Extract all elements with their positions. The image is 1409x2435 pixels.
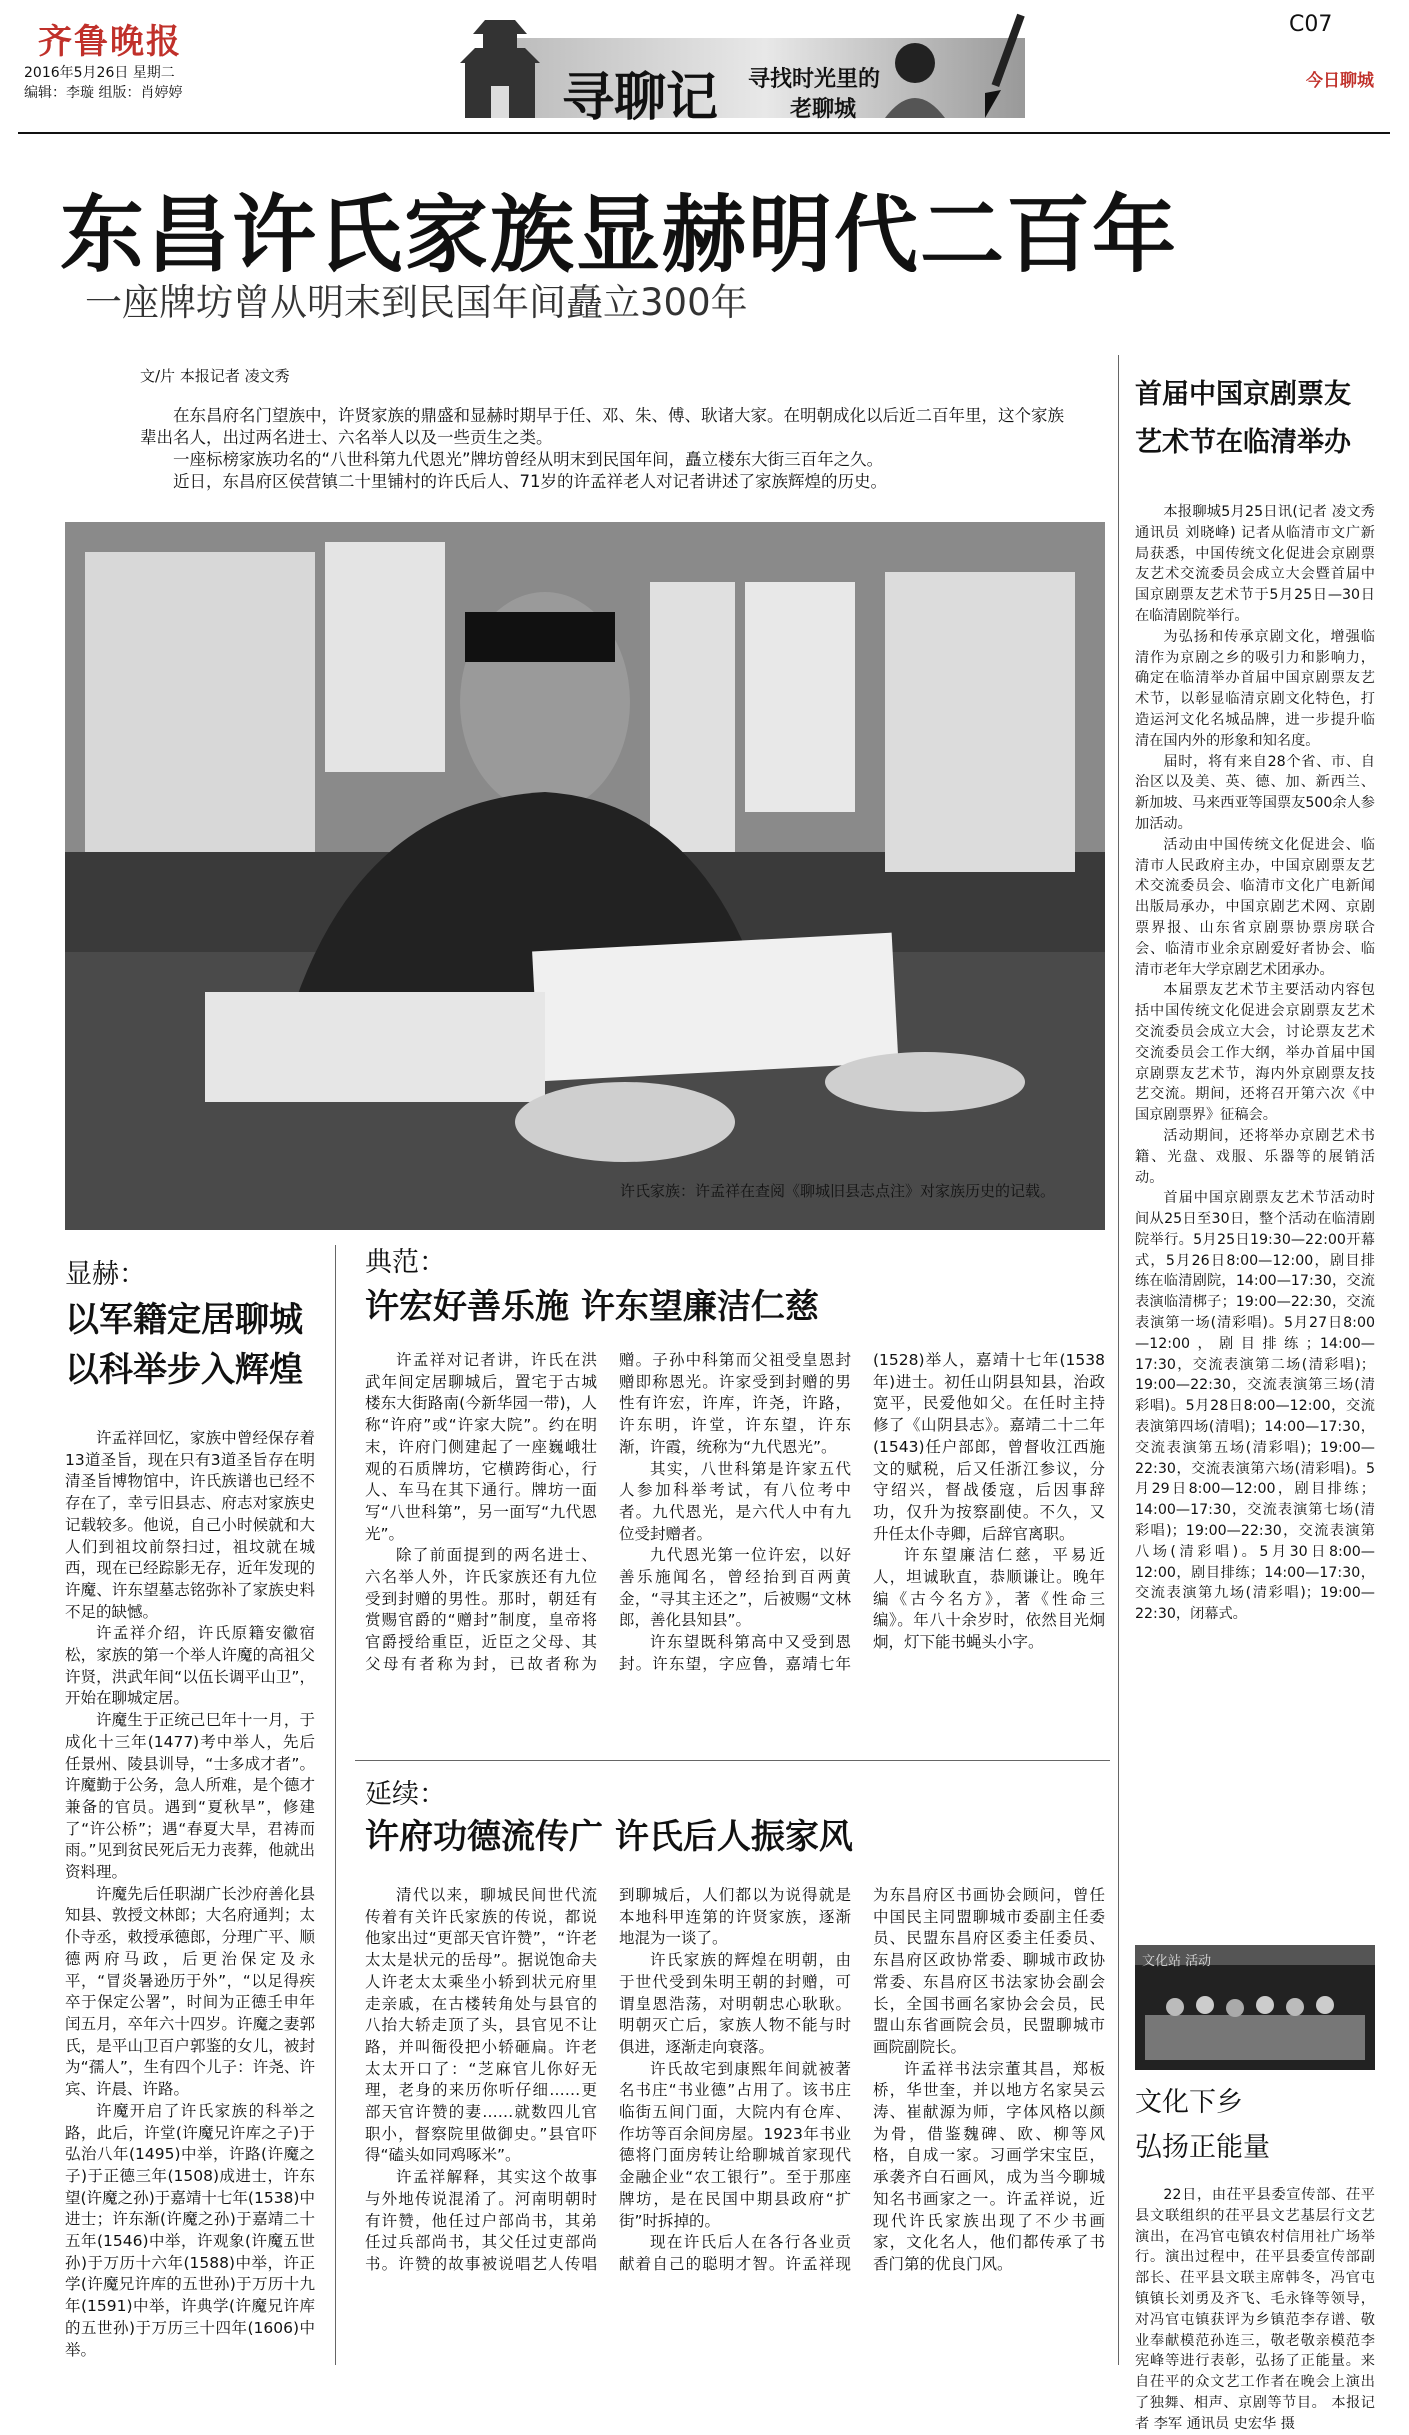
body-paragraph: 活动期间，还将举办京剧艺术书籍、光盘、戏服、乐器等的展销活动。 — [1135, 1127, 1375, 1186]
body-paragraph: 许魔开启了许氏家族的科举之路，此后，许堂(许魔兄许库之子)于弘治八年(1495)中举，许路(许魔之子)于正德三年(1508)成进士，许东望(许魔之孙)于嘉靖十七年(1538)中进士；许东渐(许魔之孙)于嘉靖二十五年(1546)中举，许观象(许魔五世孙)于万历十六年(1588)中举，许正学(许魔兄许库的五世孙)于万历十九年(1591)中举，许典学(许魔兄许库的五世孙)于万历三十四年(1606)中举。 — [65, 2101, 315, 2359]
stage-banner-text: 文化站 活动 — [1142, 1954, 1212, 1969]
newspaper-logo: 齐鲁晚报 — [38, 22, 182, 62]
sidebar-body — [1135, 502, 1375, 1927]
body-paragraph: 届时，将有来自28个省、市、自治区以及美、英、德、加、新西兰、新加坡、马来西亚等国票友500余人参加活动。 — [1135, 753, 1375, 832]
body-paragraph: 活动由中国传统文化促进会、临清市人民政府主办，中国京剧票友艺术交流委员会、临清市文化广电新闻出版局承办，中国京剧艺术网、京剧票界报、山东省京剧票协票房联合会、临清市业余京剧爱好者协会、临清市老年大学京剧艺术团承办。 — [1135, 836, 1375, 978]
body-paragraph: 许东望廉洁仁慈，平易近人，坦诚耿直，恭顺谦让。晚年编《古今名方》，著《性命三编》。年八十余岁时，依然目光炯炯，灯下能书蝇头小字。 — [873, 1546, 1105, 1652]
body-paragraph: 许孟祥书法宗董其昌，郑板桥，华世奎，并以地方名家吴云涛、崔献源为师，字体风格以颜为骨，借鉴魏碑、欧、柳等风格，自成一家。习画学宋宝臣，承袭齐白石画风，成为当今聊城知名书画家之一。许孟祥说，近现代许氏家族出现了不少书画家，文化名人，他们都传承了书香门第的优良门风。 — [873, 2059, 1105, 2273]
photo-caption: 许氏家族：许孟祥在查阅《聊城旧县志点注》对家族历史的记载。 — [620, 1182, 1056, 1200]
body-paragraph: 许魔生于正统己巳年十一月，于成化十三年(1477)考中举人，先后任景州、陵县训导，“士多成才者”。许魔勤于公务，急人所难，是个德才兼备的官员。遇到“夏秋旱”，修建了“许公桥”；遇“春夏大旱，君祷而雨。”见到贫民死后无力丧葬，他就出资料理。 — [65, 1711, 315, 1882]
body-paragraph: 除了前面提到的两名进士、六名举人外，许氏家族还有九位受到封赠的男性。那时，朝廷有赏赐官爵的“赠封”制度，皇帝将官爵授给重臣，近臣之父母、其父母有者称为封，已故者称为赠。子孙中科第而父祖受皇恩封赠即称恩光。许家受到封赠的男性有许宏，许库，许尧，许路，许东明，许堂，许东望，许东渐，许霞，统称为“九代恩光”。 — [365, 1351, 851, 1673]
body-paragraph: 许孟祥介绍，许氏原籍安徽宿松，家族的第一个举人许魔的高祖父许贤，洪武年间“以伍长调平山卫”，开始在聊城定居。 — [65, 1624, 315, 1708]
body-paragraph: 许东望既科第高中又受到恩封。许东望，字应鲁，嘉靖七年(1528)举人，嘉靖十七年(1538年)进士。初任山阴县知县，治政宽平，民爱他如父。在任时主持修了《山阴县志》。嘉靖二十二年(1543)任户部郎，曾督收江西施文的赋税，后又任浙江参议，分守绍兴，督战倭寇，后因事辞功，仅升为按察副使。不久，又升任太仆寺卿，后辞官离职。 — [619, 1351, 1105, 1673]
section-body — [365, 1350, 1105, 1755]
lead-paragraph: 一座标榜家族功名的“八世科第九代恩光”牌坊曾经从明末到民国年间，矗立楼东大街三百年之久。 — [173, 450, 884, 469]
body-paragraph: 许孟祥回忆，家族中曾经保存着13道圣旨，现在只有3道圣旨存在明清圣旨博物馆中，许氏族谱也已经不存在了，幸亏旧县志、府志对家族史记载较多。他说，自己小时候就和大人们到祖坟前祭扫过，祖坟就在城西，现在已经踪影无存，近年发现的许魔、许东望墓志铭弥补了家族史料不足的缺憾。 — [65, 1429, 315, 1621]
body-paragraph: 首届中国京剧票友艺术节活动时间从25日至30日，整个活动在临清剧院举行。5月25日19:30—22:00开幕式，5月26日8:00—12:00，剧目排练在临清剧院，14:00—17:30，交流表演临清梆子；19:00—22:30，交流表演第一场(清彩唱)。5月27日8:00—12:00，剧目排练；14:00—17:30，交流表演第二场(清彩唱)；19:00—22:30，交流表演第三场(清彩唱)。5月28日8:00—12:00，交流表演第四场(清唱)；14:00—17:30，交流表演第五场(清彩唱)；19:00—22:30，交流表演第六场(清彩唱)。5月29日8:00—12:00，剧目排练；14:00—17:30，交流表演第七场(清彩唱)；19:00—22:30，交流表演第八场(清彩唱)。5月30日8:00—12:00，剧目排练；14:00—17:30，交流表演第九场(清彩唱)；19:00—22:30，闭幕式。 — [1135, 1190, 1375, 1623]
section-heading: 许宏好善乐施 许东望廉洁仁慈 — [365, 1287, 819, 1327]
avatar — [895, 43, 935, 83]
body-paragraph: 为弘扬和传承京剧文化，增强临清作为京剧之乡的吸引力和影响力，确定在临清举办首届中国京剧票友艺术节，以彰显临清京剧文化特色，打造运河文化名城品牌，进一步提升临清在国内外的形象和知名度。 — [1135, 628, 1375, 749]
section-name: 今日聊城 — [1306, 71, 1374, 91]
section-heading: 以军籍定居聊城 — [65, 1300, 303, 1340]
body-paragraph: 九代恩光第一位许宏，以好善乐施闻名，曾经抬到百两黄金，“寻其主还之”，后被赐“文林郎，善化县知县”。 — [619, 1546, 851, 1630]
headline: 东昌许氏家族显赫明代二百年 — [60, 186, 1179, 284]
section-divider — [355, 1760, 1110, 1761]
section-body — [365, 1885, 1105, 2363]
main-photo — [65, 522, 1105, 1230]
column-divider — [335, 1245, 336, 2365]
section-heading: 许府功德流传广 许氏后人振家风 — [365, 1817, 853, 1857]
section-label: 典范： — [365, 1247, 446, 1278]
section-heading: 以科举步入辉煌 — [65, 1350, 303, 1390]
body-paragraph: 22日，由茌平县委宣传部、茌平县文联组织的茌平县文艺基层行文艺演出，在冯官屯镇农村信用社广场举行。演出过程中，茌平县委宣传部副部长、茌平县文联主席韩冬，冯官屯镇镇长刘勇及齐飞、毛永锋等领导，对冯官屯镇获评为乡镇范李存谱、敬业奉献模范孙连三，敬老敬亲模范李宪峰等进行表彰，弘扬了正能量。来自茌平的众文艺工作者在晚会上演出了独舞、相声、京剧等节目。 本报记者 李军 通讯员 史宏华 摄 — [1135, 2187, 1375, 2432]
body-paragraph: 许孟祥解释，其实这个故事与外地传说混淆了。河南明朝时有许赞，他任过户部尚书，其弟任过兵部尚书，其父任过吏部尚书。许赞的故事被说唱艺人传唱到聊城后，人们都以为说得就是本地科甲连第的许贤家族，逐渐地混为一谈了。 — [365, 1886, 851, 2273]
column-title: 寻聊记 — [562, 68, 719, 128]
issue-date: 2016年5月26日 星期二 — [24, 65, 175, 81]
section-body — [65, 1428, 315, 2363]
sidebar-headline: 文化下乡 — [1135, 2087, 1243, 2118]
body-paragraph: 其实，八世科第是许家五代人参加科举考试，有八位考中者。九代恩光，是六代人中有九位受封赠者。 — [619, 1459, 851, 1543]
sidebar-headline: 首届中国京剧票友 — [1135, 379, 1351, 410]
editors-line: 编辑：李璇 组版：肖婷婷 — [24, 85, 183, 101]
byline: 文/片 本报记者 凌文秀 — [140, 367, 290, 385]
header-rule — [18, 132, 1390, 134]
subheadline: 一座牌坊曾从明末到民国年间矗立300年 — [85, 281, 748, 324]
column-divider — [1118, 355, 1119, 2365]
sidebar-body — [1135, 2185, 1375, 2432]
lead-paragraphs — [140, 405, 1065, 493]
page-number: C07 — [1289, 12, 1333, 37]
column-subtitle-2: 老聊城 — [790, 97, 857, 122]
gate-tower-icon — [460, 20, 540, 118]
sidebar-headline: 艺术节在临清举办 — [1135, 427, 1351, 458]
body-paragraph: 许氏家族的辉煌在明朝，由于世代受到朱明王朝的封赠，可谓皇恩浩荡，对明朝忠心耿耿。明朝灭亡后，家族人物不能与时俱进，逐渐走向衰落。 — [619, 1951, 851, 2056]
lead-paragraph: 在东昌府名门望族中，许贤家族的鼎盛和显赫时期早于任、邓、朱、傅、耿诸大家。在明朝成化以后近二百年里，这个家族辈出名人，出过两名进士、六名举人以及一些贡生之类。 — [140, 406, 1064, 447]
body-paragraph: 本报聊城5月25日讯(记者 凌文秀 通讯员 刘晓峰) 记者从临清市文广新局获悉，中国传统文化促进会京剧票友艺术交流委员会成立大会暨首届中国京剧票友艺术节于5月25日—30日在临清剧院举行。 — [1135, 504, 1375, 624]
body-paragraph: 本届票友艺术节主要活动内容包括中国传统文化促进会京剧票友艺术交流委员会成立大会，讨论票友艺术交流委员会工作大纲，举办首届中国京剧票友艺术节，海内外京剧票友技艺交流。期间，还将召开第六次《中国京剧票界》征稿会。 — [1135, 982, 1375, 1124]
section-label: 显赫： — [65, 1259, 146, 1290]
body-paragraph: 清代以来，聊城民间世代流传着有关许氏家族的传说，都说他家出过“更部天官许赞”，“许老太太是状元的岳母”。据说饱命夫人许老太太乘坐小轿到状元府里走亲戚，在古楼转角处与县官的八抬大轿走顶了头，县官见不让路，并叫衙役把小轿砸扁。许老太太开口了：“芝麻官儿你好无理，老身的来历你听仔细……更部天官许赞的妻……就数四儿官职小，督察院里做御史。”县官吓得“磕头如同鸡啄米”。 — [365, 1886, 597, 2165]
body-paragraph: 许魔先后任职湖广长沙府善化县知县、敦授文林郎；大名府通判；太仆寺丞，敕授承德郎，分理广平、顺德两府马政，后更治保定及永平，“冒炎暑逊历于外”，“以足得疾卒于保定公署”，时间为正德壬申年闰五月，卒年六十四岁。许魔之妻郭氏，是平山卫百户郭鉴的女儿，被封为“孺人”，生有四个儿子：许尧、许宾、许晨、许路。 — [65, 1884, 315, 2099]
lead-paragraph: 近日，东昌府区侯营镇二十里铺村的许氏后人、71岁的许孟祥老人对记者讲述了家族辉煌的历史。 — [173, 472, 887, 491]
section-label: 延续： — [365, 1779, 446, 1810]
sidebar-headline: 弘扬正能量 — [1135, 2132, 1270, 2163]
body-paragraph: 许氏故宅到康熙年间就被著名书庄“书业德”占用了。该书庄临街五间门面，大院内有仓库、作坊等百余间房屋。1923年书业德将门面房转让给聊城首家现代金融企业“农工银行”。至于那座牌坊，是在民国中期县政府“扩街”时拆掉的。 — [619, 2059, 851, 2230]
column-subtitle-1: 寻找时光里的 — [748, 67, 881, 92]
body-paragraph: 许孟祥对记者讲，许氏在洪武年间定居聊城后，置宅于古城楼东大街路南(今新华园一带)，人称“许府”或“许家大院”。约在明末，许府门侧建起了一座巍峨壮观的石质牌坊，它横跨街心，行人、车马在其下通行。牌坊一面写“八世科第”，另一面写“九代恩光”。 — [365, 1351, 597, 1543]
body-paragraph: 现在许氏后人在各行各业贡献着自己的聪明才智。许孟祥现为东昌府区书画协会顾问，曾任中国民主同盟聊城市委副主任委员、民盟东昌府区委主任委员、东昌府区政协常委、聊城市政协常委、东昌府区书法家协会副会长，全国书画名家协会会员，民盟山东省画院会员，民盟聊城市画院副院长。 — [619, 1886, 1105, 2273]
